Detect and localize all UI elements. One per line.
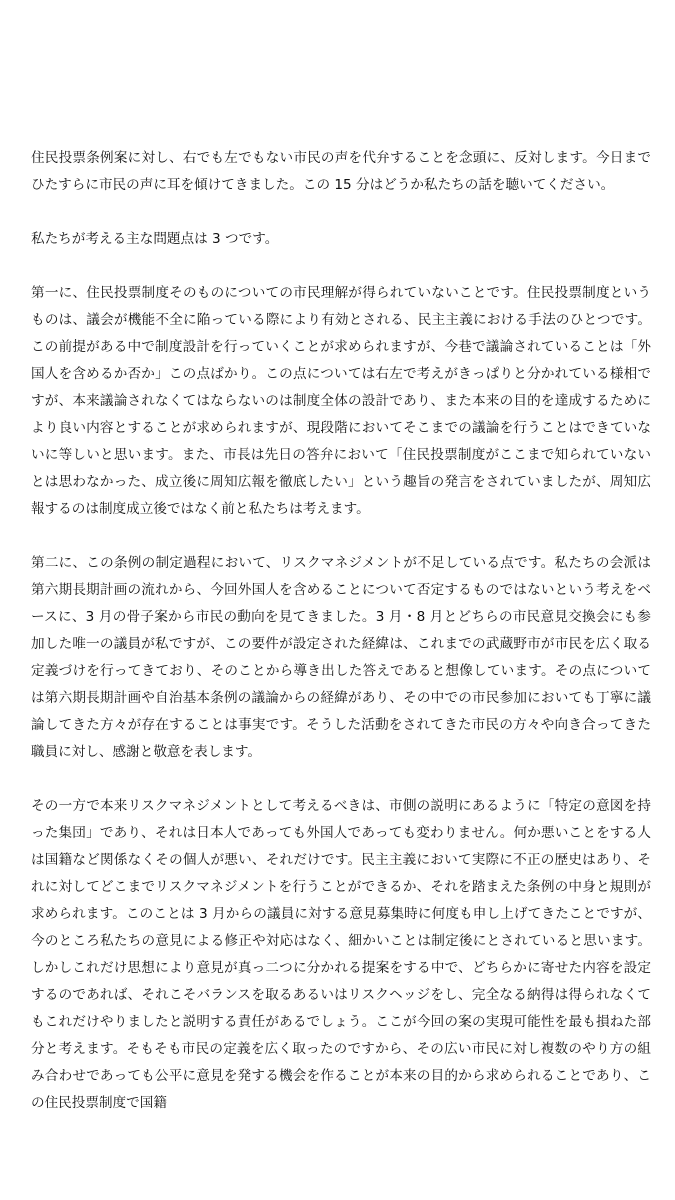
paragraph-issue-count: 私たちが考える主な問題点は 3 つです。 — [31, 231, 279, 247]
paragraph-second-point: 第二に、この条例の制定過程において、リスクマネジメントが不足している点です。私たちの会派は第六期長期計画の流れから、今回外国人を含めることについて否定するものではないという考えをベースに、3 月の骨子案から市民の動向を見てきました。3 月・8 月とどちらの市民意見交換会にも参加した唯一の議員が私ですが、この要件が設定された経緯は、これまでの武蔵野市が市民を広く取る定義づけを行ってきており、そのことから導き出した答えであると想像しています。その点については第六期長期計画や自治基本条例の議論からの経緯があり、その中での市民参加においても丁寧に議論してきた方々が存在することは事実です。そうした活動をされてきた市民の方々や向き合ってきた職員に対し、感謝と敬意を表します。 — [31, 555, 651, 760]
paragraph-first-point: 第一に、住民投票制度そのものについての市民理解が得られていないことです。住民投票制度というものは、議会が機能不全に陥っている際により有効とされる、民主主義における手法のひとつです。この前提がある中で制度設計を行っていくことが求められますが、今巷で議論されていることは「外国人を含めるか否か」この点ばかり。この点については右左で考えがきっぱりと分かれている様相ですが、本来議論されなくてはならないのは制度全体の設計であり、また本来の目的を達成するためにより良い内容とすることが求められますが、現段階においてそこまでの議論を行うことはできていないに等しいと思います。また、市長は先日の答弁において「住民投票制度がここまで知られていないとは思わなかった、成立後に周知広報を徹底したい」という趣旨の発言をされていましたが、周知広報するのは制度成立後ではなく前と私たちは考えます。 — [31, 285, 651, 517]
document-body — [31, 145, 651, 1144]
paragraph-intro: 住民投票条例案に対し、右でも左でもない市民の声を代弁することを念頭に、反対します。今日までひたすらに市民の声に耳を傾けてきました。この 15 分はどうか私たちの話を聴いてください。 — [31, 150, 651, 193]
paragraph-risk-management: その一方で本来リスクマネジメントとして考えるべきは、市側の説明にあるように「特定の意図を持った集団」であり、それは日本人であっても外国人であっても変わりません。何か悪いことをする人は国籍など関係なくその個人が悪い、それだけです。民主主義において実際に不正の歴史はあり、それに対してどこまでリスクマネジメントを行うことができるか、それを踏まえた条例の中身と規則が求められます。このことは 3 月からの議員に対する意見募集時に何度も申し上げてきたことですが、今のところ私たちの意見による修正や対応はなく、細かいことは制定後にとされていると思います。しかしこれだけ思想により意見が真っ二つに分かれる提案をする中で、どちらかに寄せた内容を設定するのであれば、それこそバランスを取るあるいはリスクヘッジをし、完全なる納得は得られなくてもこれだけやりましたと説明する責任があるでしょう。ここが今回の案の実現可能性を最も損ねた部分と考えます。そもそも市民の定義を広く取ったのですから、その広い市民に対し複数のやり方の組み合わせであっても公平に意見を発する機会を作ることが本来の目的から求められることであり、この住民投票制度で国籍 — [31, 798, 651, 1111]
